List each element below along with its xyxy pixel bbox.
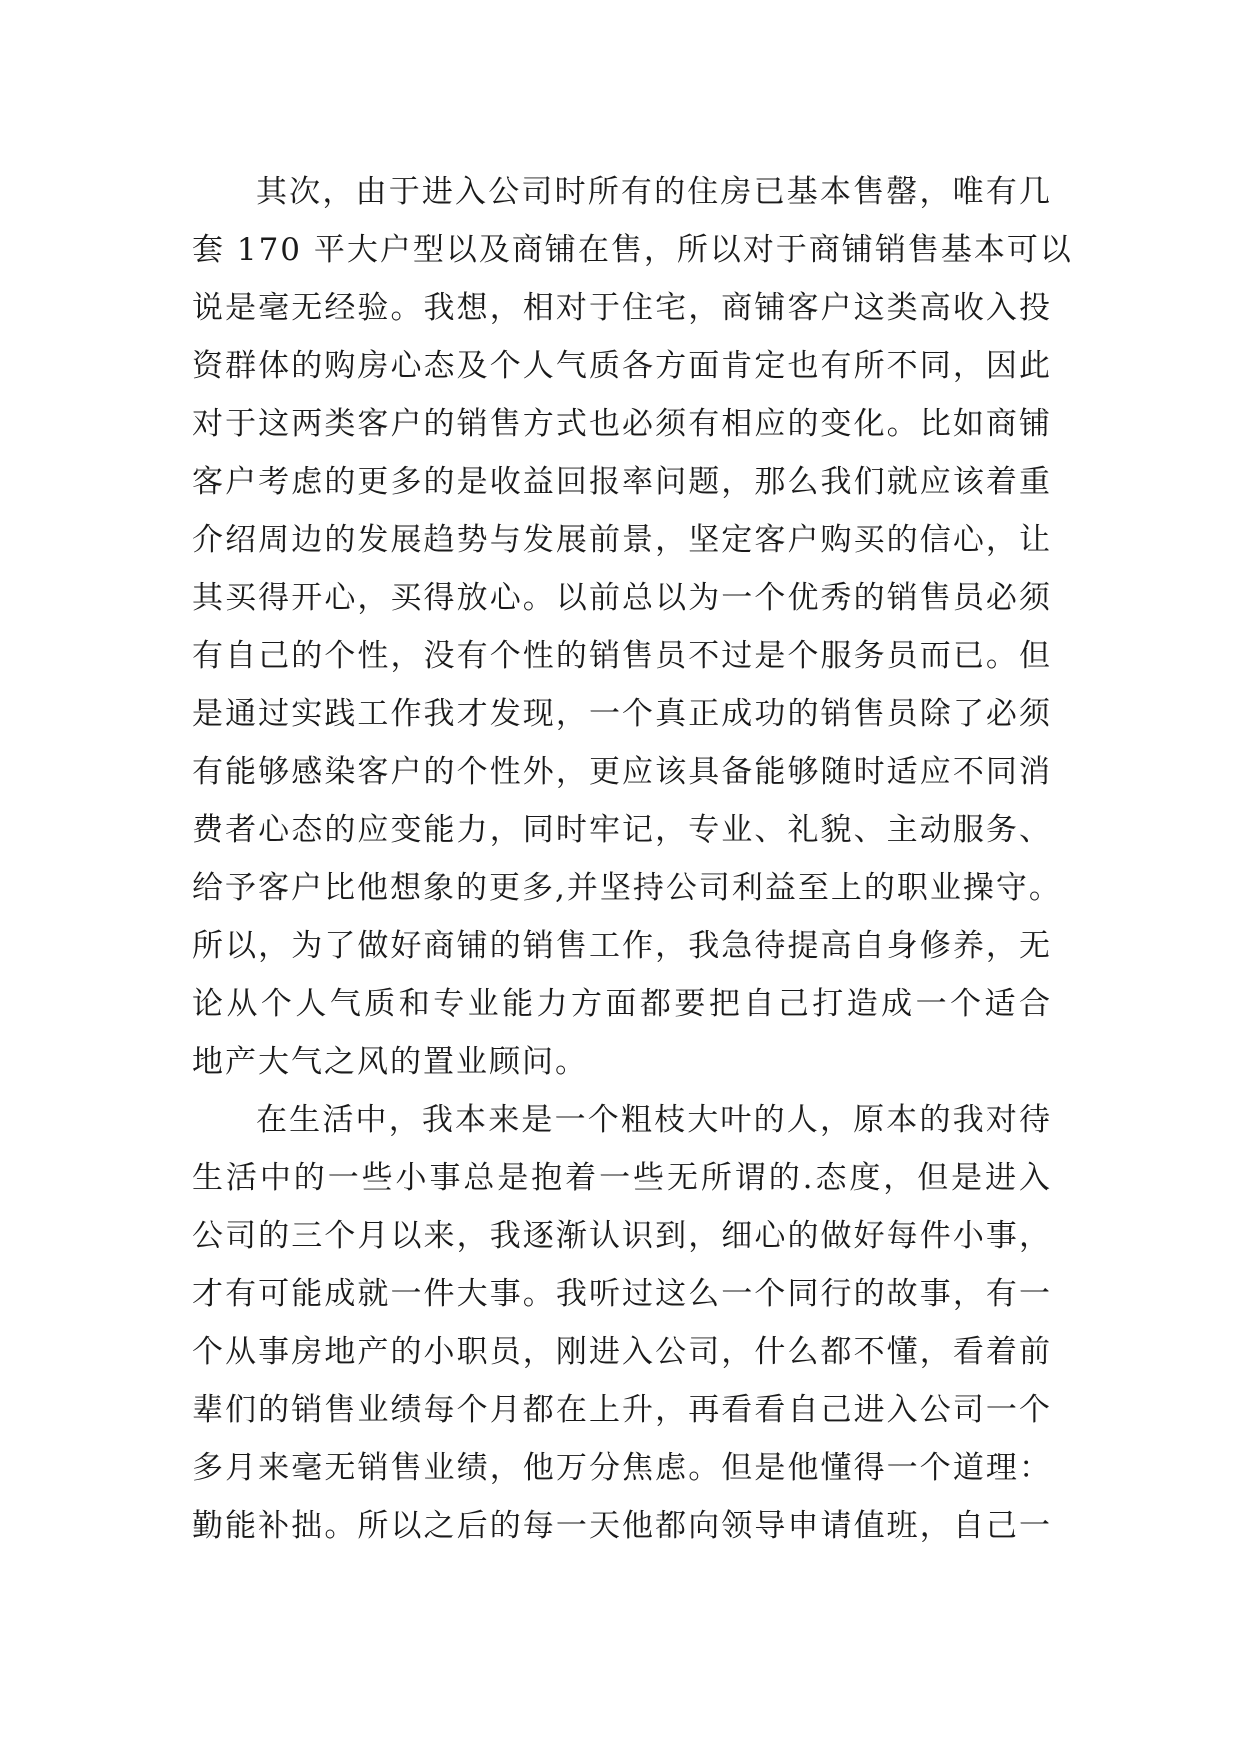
- text-line: 其买得开心，买得放心。以前总以为一个优秀的销售员必须: [192, 580, 1052, 616]
- paragraph-1: [192, 163, 1073, 1091]
- text-line: 其次，由于进入公司时所有的住房已基本售罄，唯有几: [256, 174, 1052, 210]
- text-line: 有能够感染客户的个性外，更应该具备能够随时适应不同消: [192, 754, 1052, 790]
- text-line: 给予客户比他想象的更多,并坚持公司利益至上的职业操守。: [192, 870, 1062, 906]
- text-line: 说是毫无经验。我想，相对于住宅，商铺客户这类高收入投: [192, 290, 1052, 326]
- text-line: 生活中的一些小事总是抱着一些无所谓的.态度，但是进入: [192, 1160, 1052, 1196]
- text-line: 对于这两类客户的销售方式也必须有相应的变化。比如商铺: [192, 406, 1052, 442]
- text-line: 公司的三个月以来，我逐渐认识到，细心的做好每件小事，: [192, 1218, 1052, 1254]
- text-line: 是通过实践工作我才发现，一个真正成功的销售员除了必须: [192, 696, 1052, 732]
- text-line: 客户考虑的更多的是收益回报率问题，那么我们就应该着重: [192, 464, 1052, 500]
- text-line: 才有可能成就一件大事。我听过这么一个同行的故事，有一: [192, 1276, 1052, 1312]
- text-line: 介绍周边的发展趋势与发展前景，坚定客户购买的信心，让: [192, 522, 1052, 558]
- text-line: 勤能补拙。所以之后的每一天他都向领导申请值班，自己一: [192, 1508, 1052, 1544]
- text-line: 多月来毫无销售业绩，他万分焦虑。但是他懂得一个道理：: [192, 1450, 1052, 1486]
- text-line: 地产大气之风的置业顾问。: [192, 1044, 588, 1080]
- body-text: [192, 163, 1073, 1555]
- text-line: 套 170 平大户型以及商铺在售，所以对于商铺销售基本可以: [192, 232, 1073, 268]
- text-line: 资群体的购房心态及个人气质各方面肯定也有所不同，因此: [192, 348, 1052, 384]
- text-line: 论从个人气质和专业能力方面都要把自己打造成一个适合: [192, 986, 1052, 1022]
- text-line: 有自己的个性，没有个性的销售员不过是个服务员而已。但: [192, 638, 1052, 674]
- text-line: 所以，为了做好商铺的销售工作，我急待提高自身修养，无: [192, 928, 1052, 964]
- text-line: 费者心态的应变能力，同时牢记，专业、礼貌、主动服务、: [192, 812, 1052, 848]
- paragraph-2: [192, 1091, 1052, 1555]
- text-line: 辈们的销售业绩每个月都在上升，再看看自己进入公司一个: [192, 1392, 1052, 1428]
- text-line: 在生活中，我本来是一个粗枝大叶的人，原本的我对待: [256, 1102, 1052, 1138]
- text-line: 个从事房地产的小职员，刚进入公司，什么都不懂，看着前: [192, 1334, 1052, 1370]
